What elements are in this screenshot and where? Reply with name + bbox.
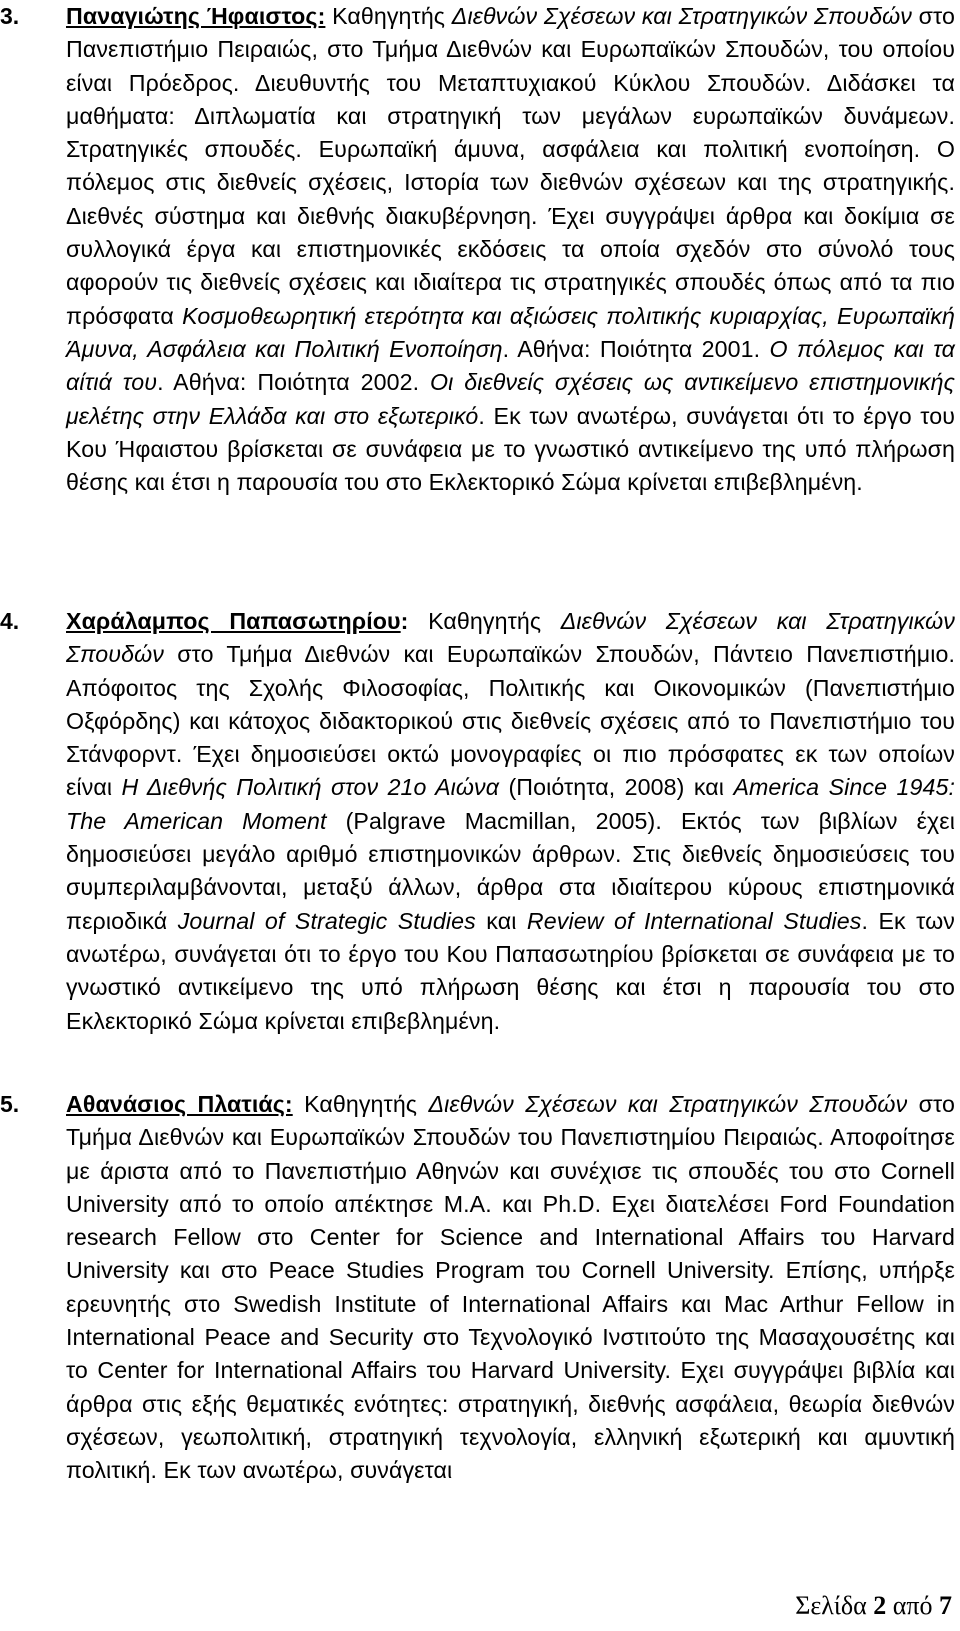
italic-text: Κοσμοθεωρητική ετερότητα και αξιώσεις πολιτικής κυριαρχίας, Ευρωπαϊκή Άμυνα, Ασφάλεια και Πολιτική Ενοποίηση [66, 302, 955, 362]
italic-text: Review of International Studies [526, 907, 862, 934]
text-run: Καθηγητής [292, 1091, 429, 1117]
text-run: (Ποιότητα, 2008) και [499, 774, 734, 801]
text-run: και [475, 907, 527, 934]
entry-number: 4. [0, 608, 20, 634]
text-run: . Εκ των ανωτέρω, συνάγεται ότι το έργο του Κου Παπασωτηρίου βρίσκεται σε συνάφεια με το γνωστικό αντικείμενο της υπό πλήρωση θέσης και έτσι η παρουσία του στο Εκλεκτορικό Σώμα κρίνεται επιβεβλημένη. [66, 907, 955, 1034]
text-run: . Αθήνα: Ποιότητα 2002. [157, 369, 430, 396]
italic-text: Journal of Strategic Studies [177, 907, 476, 934]
text-run: (Palgrave Macmillan, 2005). Εκτός των βιβλίων έχει δημοσιεύσει μεγάλο αριθμό επιστημονικών άρθρων. Στις διεθνείς δημοσιεύσεις του συμπεριλαμβάνονται, μεταξύ άλλων, άρθρα στα ιδιαίτερου κύρους επιστημονικά περιοδικά [66, 807, 955, 934]
text-run: . Αθήνα: Ποιότητα 2001. [502, 335, 770, 362]
entry-text [66, 1088, 955, 1488]
text-run: στο Τμήμα Διεθνών και Ευρωπαϊκών Σπουδών, Πάντειο Πανεπιστήμιο. Απόφοιτος της Σχολής Φιλοσοφίας, Πολιτικής και Οικονομικών (Πανεπιστήμιο Οξφόρδης) και κάτοχος διδακτορικού στις διεθνείς σχέσεις από το Πανεπιστήμιο του Στάνφορντ. Έχει δημοσιεύσει οκτώ μονογραφίες οι πιο πρόσφατες εκ των οποίων είναι [66, 641, 955, 801]
italic-text: Η Διεθνής Πολιτική στον 21ο Αιώνα [121, 774, 500, 801]
member-name: Αθανάσιος Πλατιάς: [66, 1091, 293, 1117]
text-run: στο Πανεπιστήμιο Πειραιώς, στο Τμήμα Διεθνών και Ευρωπαϊκών Σπουδών, του οποίου είναι Πρόεδρος. Διευθυντής του Μεταπτυχιακού Κύκλου Σπουδών. Διδάσκει τα μαθήματα: Διπλωματία και στρατηγική των μεγάλων ευρωπαϊκών δυνάμεων. Στρατηγικές σπουδές. Ευρωπαϊκή άμυνα, ασφάλεια και πολιτική ενοποίηση. Ο πόλεμος στις διεθνείς σχέσεις, Ιστορία των διεθνών σχέσεων και της στρατηγικής. Διεθνές σύστημα και διεθνής διακυβέρνηση. Έχει συγγράψει άρθρα και δοκίμια σε συλλογικά έργα και επιστημονικές εκδόσεις τα οποία σχεδόν στο σύνολό τους αφορούν τις διεθνείς σχέσεις και ιδιαίτερα τις στρατηγικές σπουδές όπως από τα πιο πρόσφατα [66, 3, 955, 329]
member-name: Παναγιώτης Ήφαιστος: [66, 3, 326, 29]
bold-text: : [400, 608, 409, 634]
page-footer [795, 1588, 952, 1624]
entry-number: 5. [0, 1091, 20, 1117]
italic-text: Ο πόλεμος και τα αίτιά του [66, 335, 955, 396]
italic-text: Διεθνών Σχέσεων και Στρατηγικών Σπουδών [428, 1091, 908, 1117]
italic-text: Διεθνών Σχέσεων και Στρατηγικών Σπουδών [451, 3, 912, 29]
text-run: Καθηγητής [408, 608, 561, 634]
italic-text: Οι διεθνείς σχέσεις ως αντικείμενο επιστημονικής μελέτης στην Ελλάδα και στο εξωτερικό [66, 369, 955, 429]
entry-text [66, 605, 955, 1038]
footer-middle: από [886, 1591, 939, 1620]
italic-text: Διεθνών Σχέσεων και Στρατηγικών Σπουδών [66, 608, 955, 668]
italic-text: America Since 1945: The American Moment [66, 774, 955, 834]
text-run: Καθηγητής [325, 3, 452, 29]
footer-page-total: 7 [939, 1591, 952, 1620]
entry-number: 3. [0, 3, 20, 29]
member-name: Χαράλαμπος Παπασωτηρίου [66, 608, 401, 634]
footer-page-number: 2 [873, 1591, 887, 1620]
footer-prefix: Σελίδα [795, 1591, 874, 1620]
text-run: στο Τμήμα Διεθνών και Ευρωπαϊκών Σπουδών του Πανεπιστημίου Πειραιώς. Αποφοίτησε με άριστα από το Πανεπιστήμιο Αθηνών και συνέχισε τις σπουδές του στο Cornell University από το οποίο απέκτησε Μ.Α. και Ph.D. Εχει διατελέσει Ford Foundation research Fellow στο Center for Science and International Affairs του Harvard University και στο Peace Studies Program του Cornell University. Επίσης, υπήρξε ερευνητής στο Swedish Institute of International Affairs και Mac Arthur Fellow in International Peace and Security στο Τεχνολογικό Ινστιτούτο της Μασαχουσέτης και το Center for International Affairs του Harvard University. Εχει συγγράψει βιβλία και άρθρα στις εξής θεματικές ενότητες: στρατηγική, διεθνής ασφάλεια, θεωρία διεθνών σχέσεων, γεωπολιτική, στρατηγική τεχνολογία, ελληνική εξωτερική και αμυντική πολιτική. Εκ των ανωτέρω, συνάγεται [66, 1091, 955, 1484]
entry-text [66, 0, 955, 499]
text-run: . Εκ των ανωτέρω, συνάγεται ότι το έργο του Κου Ήφαιστου βρίσκεται σε συνάφεια με το γνωστικό αντικείμενο της υπό πλήρωση θέσης και έτσι η παρουσία του στο Εκλεκτορικό Σώμα κρίνεται επιβεβλημένη. [66, 402, 956, 496]
